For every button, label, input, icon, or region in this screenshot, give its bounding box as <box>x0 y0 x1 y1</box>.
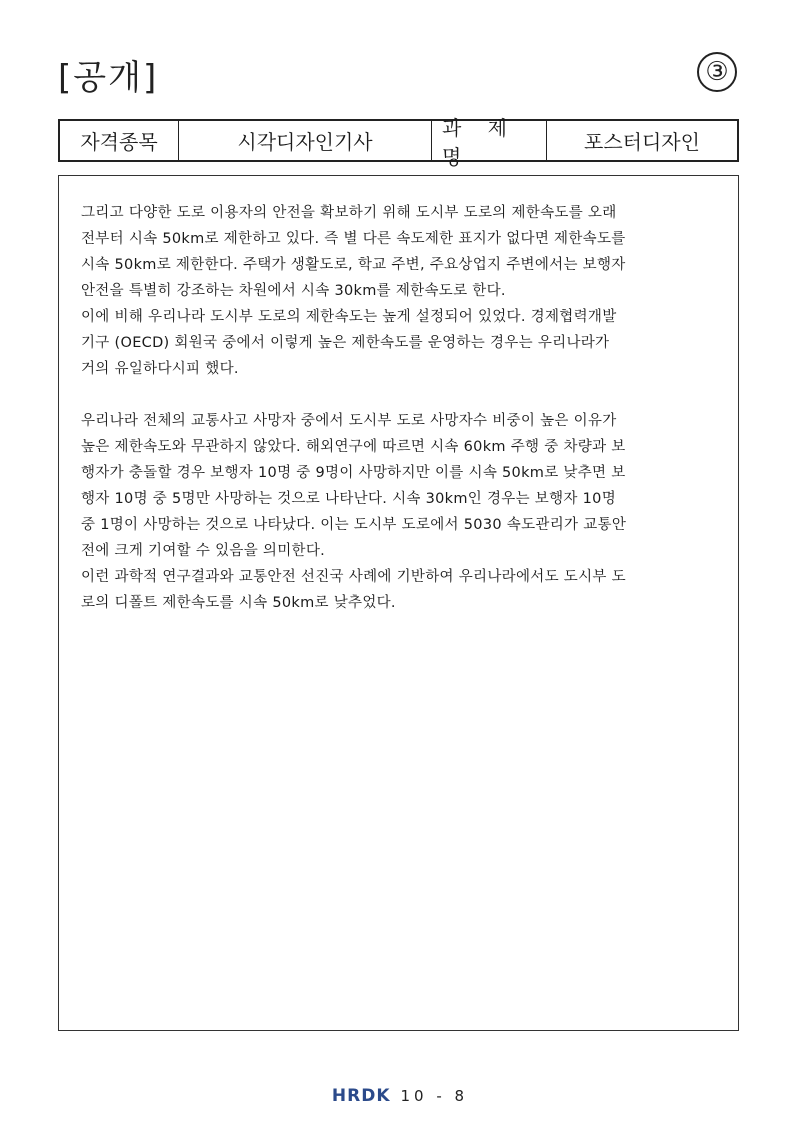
text-line: 기구 (OECD) 회원국 중에서 이렇게 높은 제한속도를 운영하는 경우는 우리나라가 <box>81 335 610 351</box>
text-line: 시속 50km로 제한한다. 주택가 생활도로, 학교 주변, 주요상업지 주변에서는 보행자 <box>81 257 626 273</box>
text-line: 높은 제한속도와 무관하지 않았다. 해외연구에 따르면 시속 60km 주행 중 차량과 보 <box>81 439 626 455</box>
visibility-label: [공개] <box>58 58 159 98</box>
paragraph-1 <box>81 200 716 382</box>
text-line: 이에 비해 우리나라 도시부 도로의 제한속도는 높게 설정되어 있었다. 경제협력개발 <box>81 309 617 325</box>
text-line: 거의 유일하다시피 했다. <box>81 361 239 377</box>
text-line: 행자가 충돌할 경우 보행자 10명 중 9명이 사망하지만 이를 시속 50km로 낮추면 보 <box>81 465 626 481</box>
text-line: 우리나라 전체의 교통사고 사망자 중에서 도시부 도로 사망자수 비중이 높은 이유가 <box>81 413 617 429</box>
category-label: 자격종목 <box>60 121 179 160</box>
page-number: 10 - 8 <box>400 1087 469 1105</box>
info-table <box>58 115 739 169</box>
page-footer <box>0 1086 800 1106</box>
task-value: 포스터디자인 <box>584 130 700 154</box>
hrdk-logo: HRDK <box>331 1086 391 1106</box>
content-box <box>58 175 739 1031</box>
paragraph-2 <box>81 408 716 616</box>
text-line: 전에 크게 기여할 수 있음을 의미한다. <box>81 543 326 559</box>
text-line: 이런 과학적 연구결과와 교통안전 선진국 사례에 기반하여 우리나라에서도 도시부 도 <box>81 569 626 585</box>
task-label: 과 제 명 <box>432 121 547 160</box>
text-line: 행자 10명 중 5명만 사망하는 것으로 나타난다. 시속 30km인 경우는 보행자 10명 <box>81 491 616 507</box>
category-value: 시각디자인기사 <box>179 121 432 160</box>
text-line: 중 1명이 사망하는 것으로 나타났다. 이는 도시부 도로에서 5030 속도관리가 교통안 <box>81 517 627 533</box>
text-line: 로의 디폴트 제한속도를 시속 50km로 낮추었다. <box>81 595 396 611</box>
text-line: 안전을 특별히 강조하는 차원에서 시속 30km를 제한속도로 한다. <box>81 283 506 299</box>
text-line: 전부터 시속 50km로 제한하고 있다. 즉 별 다른 속도제한 표지가 없다면 제한속도를 <box>81 231 626 247</box>
sheet-number-badge: ③ <box>697 52 737 92</box>
text-line: 그리고 다양한 도로 이용자의 안전을 확보하기 위해 도시부 도로의 제한속도를 오래 <box>81 205 617 221</box>
